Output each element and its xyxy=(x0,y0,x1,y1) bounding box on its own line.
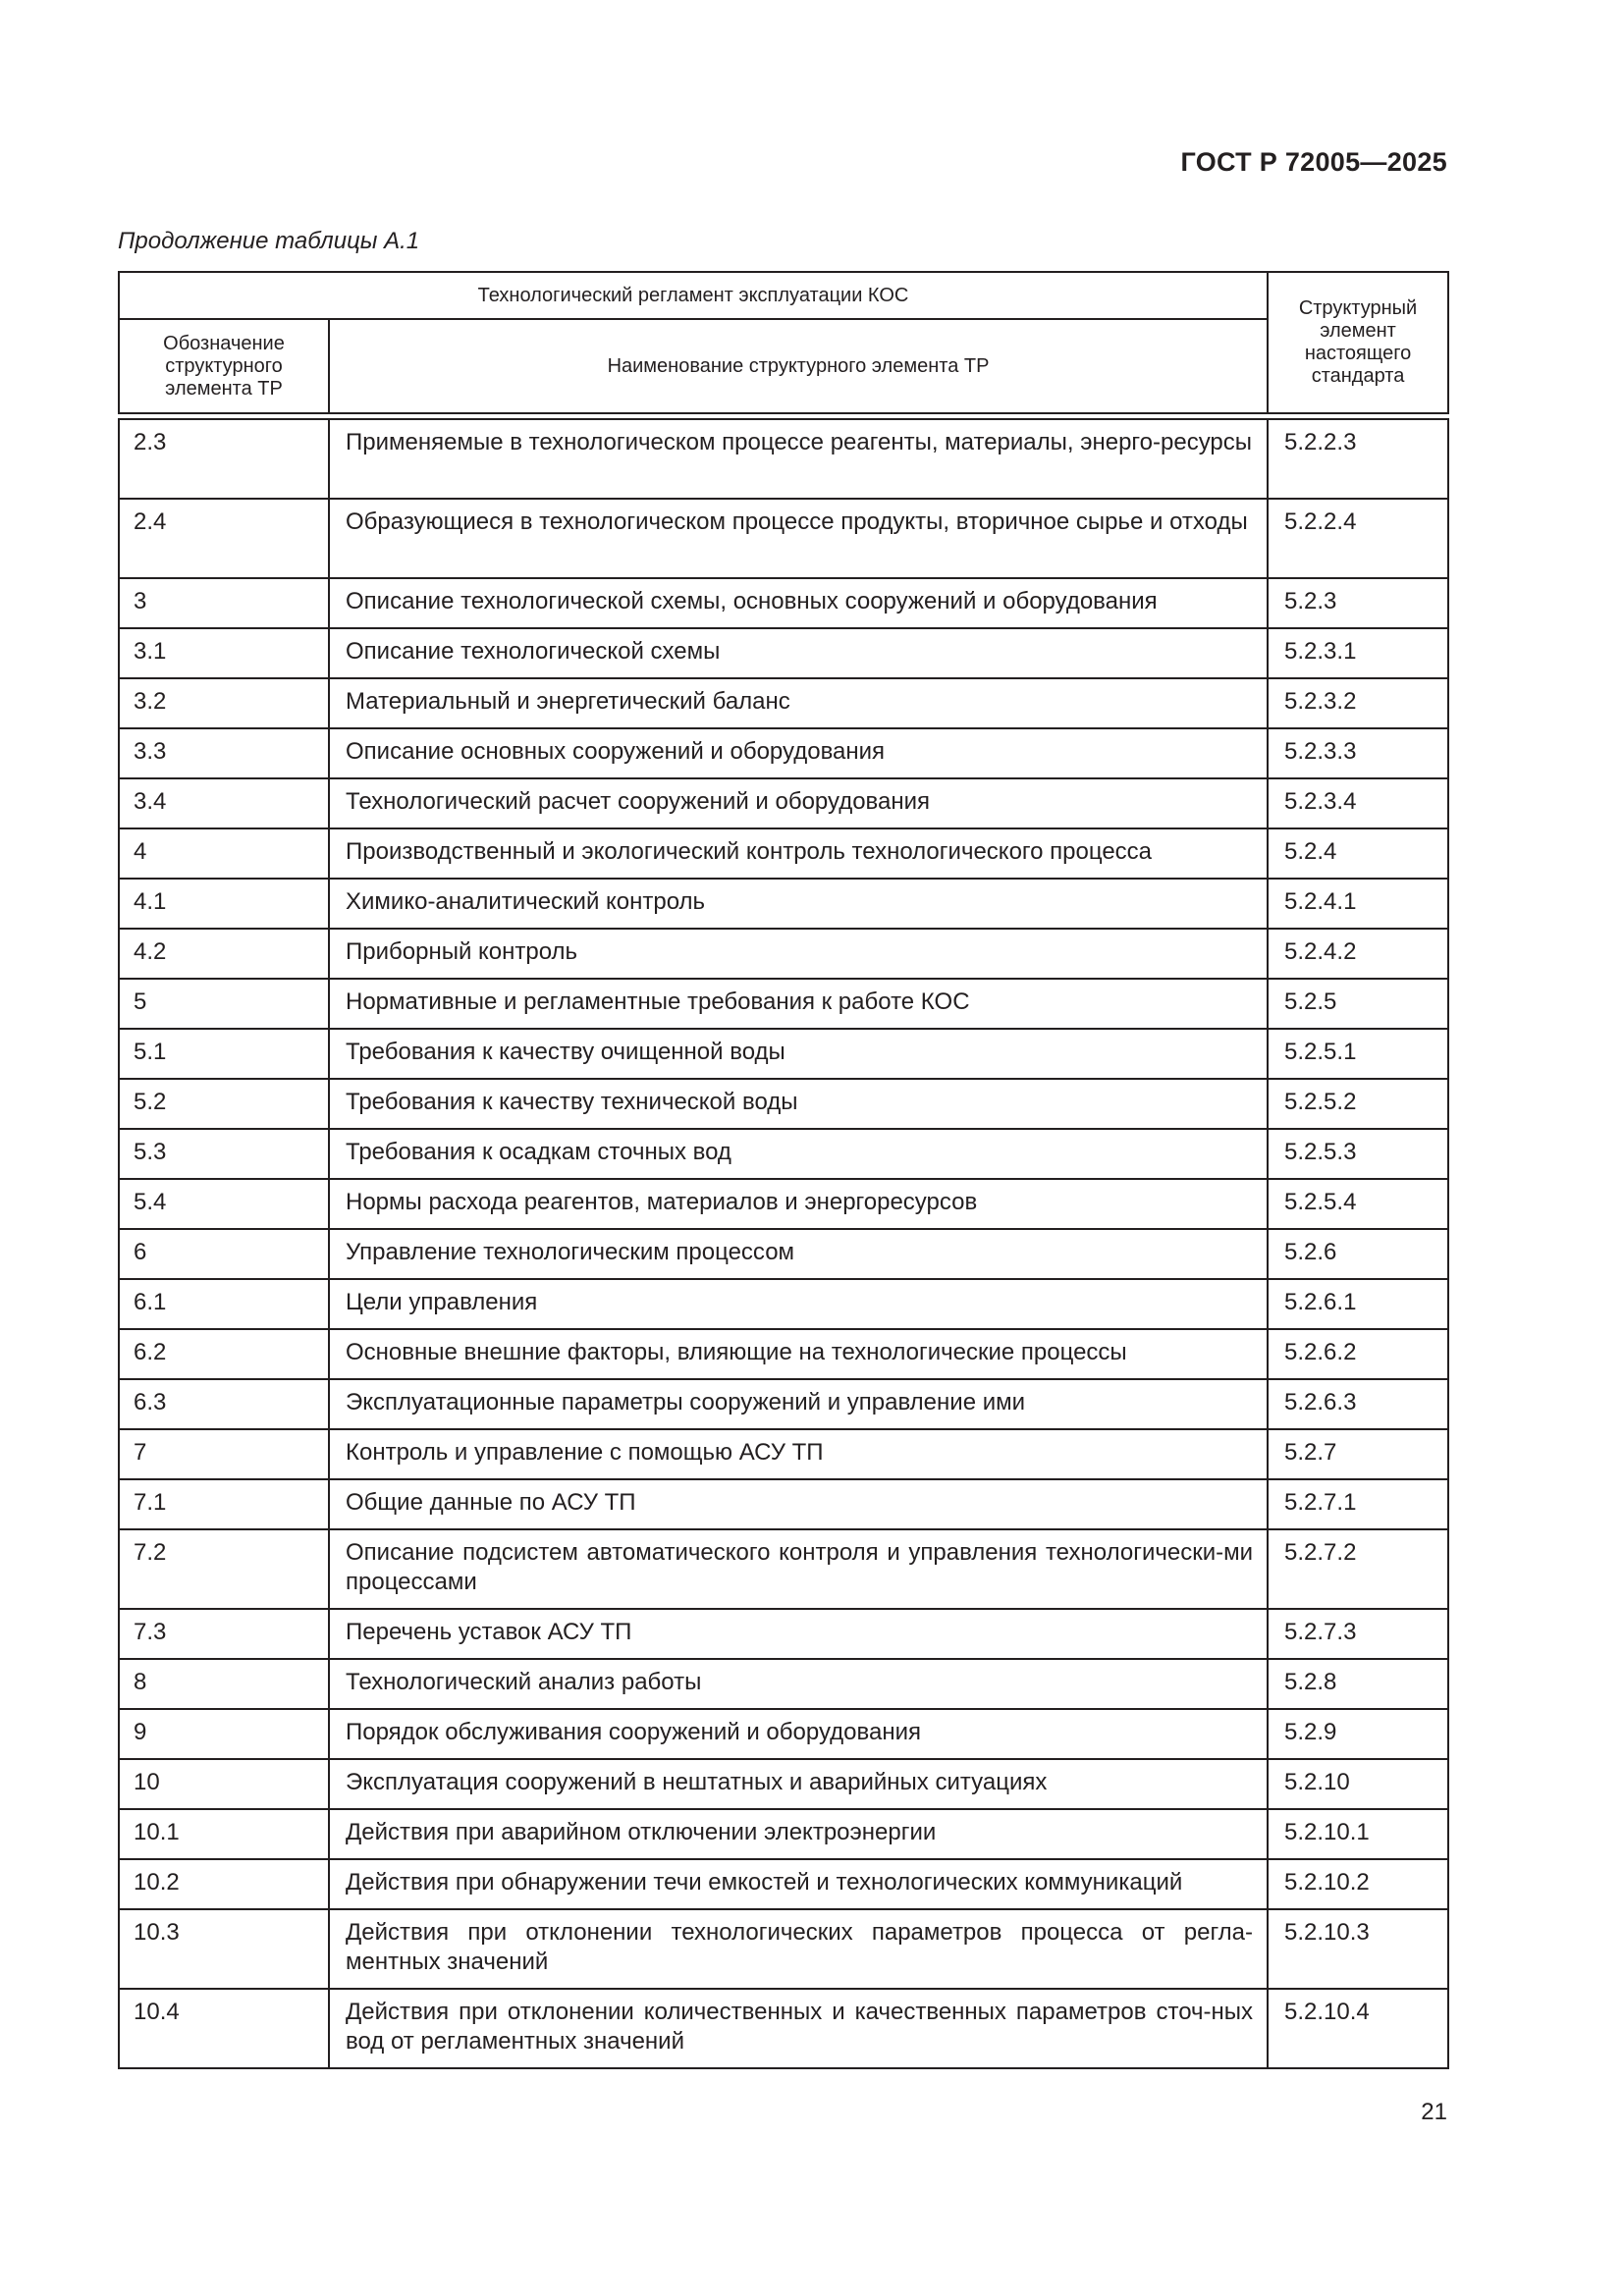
row-name: Образующиеся в технологическом процессе продукты, вторичное сырье и отходы xyxy=(329,499,1268,578)
row-name: Описание технологической схемы xyxy=(329,628,1268,678)
table-row xyxy=(119,1909,1448,1989)
table-row xyxy=(119,1179,1448,1229)
row-ref: 5.2.6.3 xyxy=(1268,1379,1448,1429)
row-ref: 5.2.2.3 xyxy=(1268,419,1448,499)
row-ref: 5.2.3.3 xyxy=(1268,728,1448,778)
table-body xyxy=(119,419,1448,2068)
row-ref: 5.2.8 xyxy=(1268,1659,1448,1709)
row-ref: 5.2.10.2 xyxy=(1268,1859,1448,1909)
row-name: Применяемые в технологическом процессе реагенты, материалы, энерго-ресурсы xyxy=(329,419,1268,499)
row-ref: 5.2.9 xyxy=(1268,1709,1448,1759)
row-code: 10.1 xyxy=(119,1809,329,1859)
document-code: ГОСТ Р 72005—2025 xyxy=(1180,147,1447,177)
row-code: 6 xyxy=(119,1229,329,1279)
row-ref: 5.2.10.3 xyxy=(1268,1909,1448,1989)
table-row xyxy=(119,1129,1448,1179)
row-code: 10.4 xyxy=(119,1989,329,2068)
row-ref: 5.2.7.2 xyxy=(1268,1529,1448,1609)
row-name: Действия при отклонении количественных и качественных параметров сточ-ных вод от регламентных значений xyxy=(329,1989,1268,2068)
row-ref: 5.2.6.2 xyxy=(1268,1329,1448,1379)
row-name: Перечень уставок АСУ ТП xyxy=(329,1609,1268,1659)
row-code: 9 xyxy=(119,1709,329,1759)
table-row xyxy=(119,1859,1448,1909)
col-name-header: Наименование структурного элемента ТР xyxy=(329,319,1268,413)
row-code: 7 xyxy=(119,1429,329,1479)
row-name: Требования к осадкам сточных вод xyxy=(329,1129,1268,1179)
row-name: Основные внешние факторы, влияющие на технологические процессы xyxy=(329,1329,1268,1379)
table-row xyxy=(119,1809,1448,1859)
table-row xyxy=(119,1609,1448,1659)
row-code: 5.2 xyxy=(119,1079,329,1129)
table-row xyxy=(119,1989,1448,2068)
table-row xyxy=(119,419,1448,499)
col-code-header: Обозначение структурного элемента ТР xyxy=(119,319,329,413)
row-ref: 5.2.3.1 xyxy=(1268,628,1448,678)
row-name: Материальный и энергетический баланс xyxy=(329,678,1268,728)
row-ref: 5.2.5.2 xyxy=(1268,1079,1448,1129)
table-row xyxy=(119,628,1448,678)
table-row xyxy=(119,578,1448,628)
table-row xyxy=(119,1279,1448,1329)
row-name: Описание основных сооружений и оборудования xyxy=(329,728,1268,778)
table-row xyxy=(119,1429,1448,1479)
table-row xyxy=(119,1479,1448,1529)
table-row xyxy=(119,1659,1448,1709)
table-row xyxy=(119,828,1448,879)
row-code: 8 xyxy=(119,1659,329,1709)
row-name: Действия при обнаружении течи емкостей и технологических коммуникаций xyxy=(329,1859,1268,1909)
row-ref: 5.2.5 xyxy=(1268,979,1448,1029)
row-name: Контроль и управление с помощью АСУ ТП xyxy=(329,1429,1268,1479)
row-name: Действия при отклонении технологических параметров процесса от регла-ментных значений xyxy=(329,1909,1268,1989)
row-name: Технологический расчет сооружений и оборудования xyxy=(329,778,1268,828)
row-name: Эксплуатация сооружений в нештатных и аварийных ситуациях xyxy=(329,1759,1268,1809)
row-ref: 5.2.3 xyxy=(1268,578,1448,628)
row-code: 2.3 xyxy=(119,419,329,499)
table-row xyxy=(119,979,1448,1029)
table-row xyxy=(119,1379,1448,1429)
table-row xyxy=(119,728,1448,778)
row-name: Приборный контроль xyxy=(329,929,1268,979)
row-ref: 5.2.6 xyxy=(1268,1229,1448,1279)
row-name: Нормы расхода реагентов, материалов и энергоресурсов xyxy=(329,1179,1268,1229)
row-name: Описание технологической схемы, основных сооружений и оборудования xyxy=(329,578,1268,628)
row-code: 6.3 xyxy=(119,1379,329,1429)
row-code: 4.2 xyxy=(119,929,329,979)
row-name: Управление технологическим процессом xyxy=(329,1229,1268,1279)
requirements-table xyxy=(118,271,1449,2069)
table-row xyxy=(119,499,1448,578)
row-ref: 5.2.7.3 xyxy=(1268,1609,1448,1659)
group-header: Технологический регламент эксплуатации КОС xyxy=(119,272,1268,319)
row-code: 5.3 xyxy=(119,1129,329,1179)
row-ref: 5.2.10.1 xyxy=(1268,1809,1448,1859)
row-ref: 5.2.7.1 xyxy=(1268,1479,1448,1529)
table-caption: Продолжение таблицы А.1 xyxy=(118,228,420,254)
table-row xyxy=(119,1229,1448,1279)
row-code: 3 xyxy=(119,578,329,628)
row-name: Описание подсистем автоматического контроля и управления технологически-ми процессами xyxy=(329,1529,1268,1609)
table-row xyxy=(119,1079,1448,1129)
row-code: 3.1 xyxy=(119,628,329,678)
row-name: Действия при аварийном отключении электроэнергии xyxy=(329,1809,1268,1859)
row-ref: 5.2.6.1 xyxy=(1268,1279,1448,1329)
table-row xyxy=(119,879,1448,929)
row-ref: 5.2.2.4 xyxy=(1268,499,1448,578)
row-code: 6.1 xyxy=(119,1279,329,1329)
row-name: Цели управления xyxy=(329,1279,1268,1329)
row-code: 5.4 xyxy=(119,1179,329,1229)
row-ref: 5.2.10.4 xyxy=(1268,1989,1448,2068)
row-ref: 5.2.5.4 xyxy=(1268,1179,1448,1229)
row-code: 4.1 xyxy=(119,879,329,929)
table-row xyxy=(119,929,1448,979)
table-row xyxy=(119,1029,1448,1079)
table-row xyxy=(119,1329,1448,1379)
row-code: 3.2 xyxy=(119,678,329,728)
row-code: 6.2 xyxy=(119,1329,329,1379)
row-ref: 5.2.7 xyxy=(1268,1429,1448,1479)
col-ref-header: Структурный элемент настоящего стандарта xyxy=(1268,272,1448,413)
row-code: 3.3 xyxy=(119,728,329,778)
row-ref: 5.2.3.4 xyxy=(1268,778,1448,828)
row-ref: 5.2.4.2 xyxy=(1268,929,1448,979)
row-code: 3.4 xyxy=(119,778,329,828)
row-code: 7.1 xyxy=(119,1479,329,1529)
row-name: Технологический анализ работы xyxy=(329,1659,1268,1709)
row-ref: 5.2.5.1 xyxy=(1268,1029,1448,1079)
row-code: 4 xyxy=(119,828,329,879)
table-row xyxy=(119,778,1448,828)
row-name: Общие данные по АСУ ТП xyxy=(329,1479,1268,1529)
row-ref: 5.2.4.1 xyxy=(1268,879,1448,929)
row-ref: 5.2.10 xyxy=(1268,1759,1448,1809)
row-name: Требования к качеству технической воды xyxy=(329,1079,1268,1129)
row-code: 5.1 xyxy=(119,1029,329,1079)
row-ref: 5.2.5.3 xyxy=(1268,1129,1448,1179)
row-code: 10.2 xyxy=(119,1859,329,1909)
row-ref: 5.2.4 xyxy=(1268,828,1448,879)
row-code: 10 xyxy=(119,1759,329,1809)
table-row xyxy=(119,678,1448,728)
row-ref: 5.2.3.2 xyxy=(1268,678,1448,728)
page-number: 21 xyxy=(1421,2099,1447,2125)
row-code: 2.4 xyxy=(119,499,329,578)
row-name: Химико-аналитический контроль xyxy=(329,879,1268,929)
row-name: Порядок обслуживания сооружений и оборудования xyxy=(329,1709,1268,1759)
row-name: Производственный и экологический контроль технологического процесса xyxy=(329,828,1268,879)
row-code: 5 xyxy=(119,979,329,1029)
row-code: 7.2 xyxy=(119,1529,329,1609)
row-code: 7.3 xyxy=(119,1609,329,1659)
table-row xyxy=(119,1709,1448,1759)
row-name: Нормативные и регламентные требования к работе КОС xyxy=(329,979,1268,1029)
row-code: 10.3 xyxy=(119,1909,329,1989)
table-row xyxy=(119,1529,1448,1609)
row-name: Требования к качеству очищенной воды xyxy=(329,1029,1268,1079)
table-row xyxy=(119,1759,1448,1809)
row-name: Эксплуатационные параметры сооружений и управление ими xyxy=(329,1379,1268,1429)
